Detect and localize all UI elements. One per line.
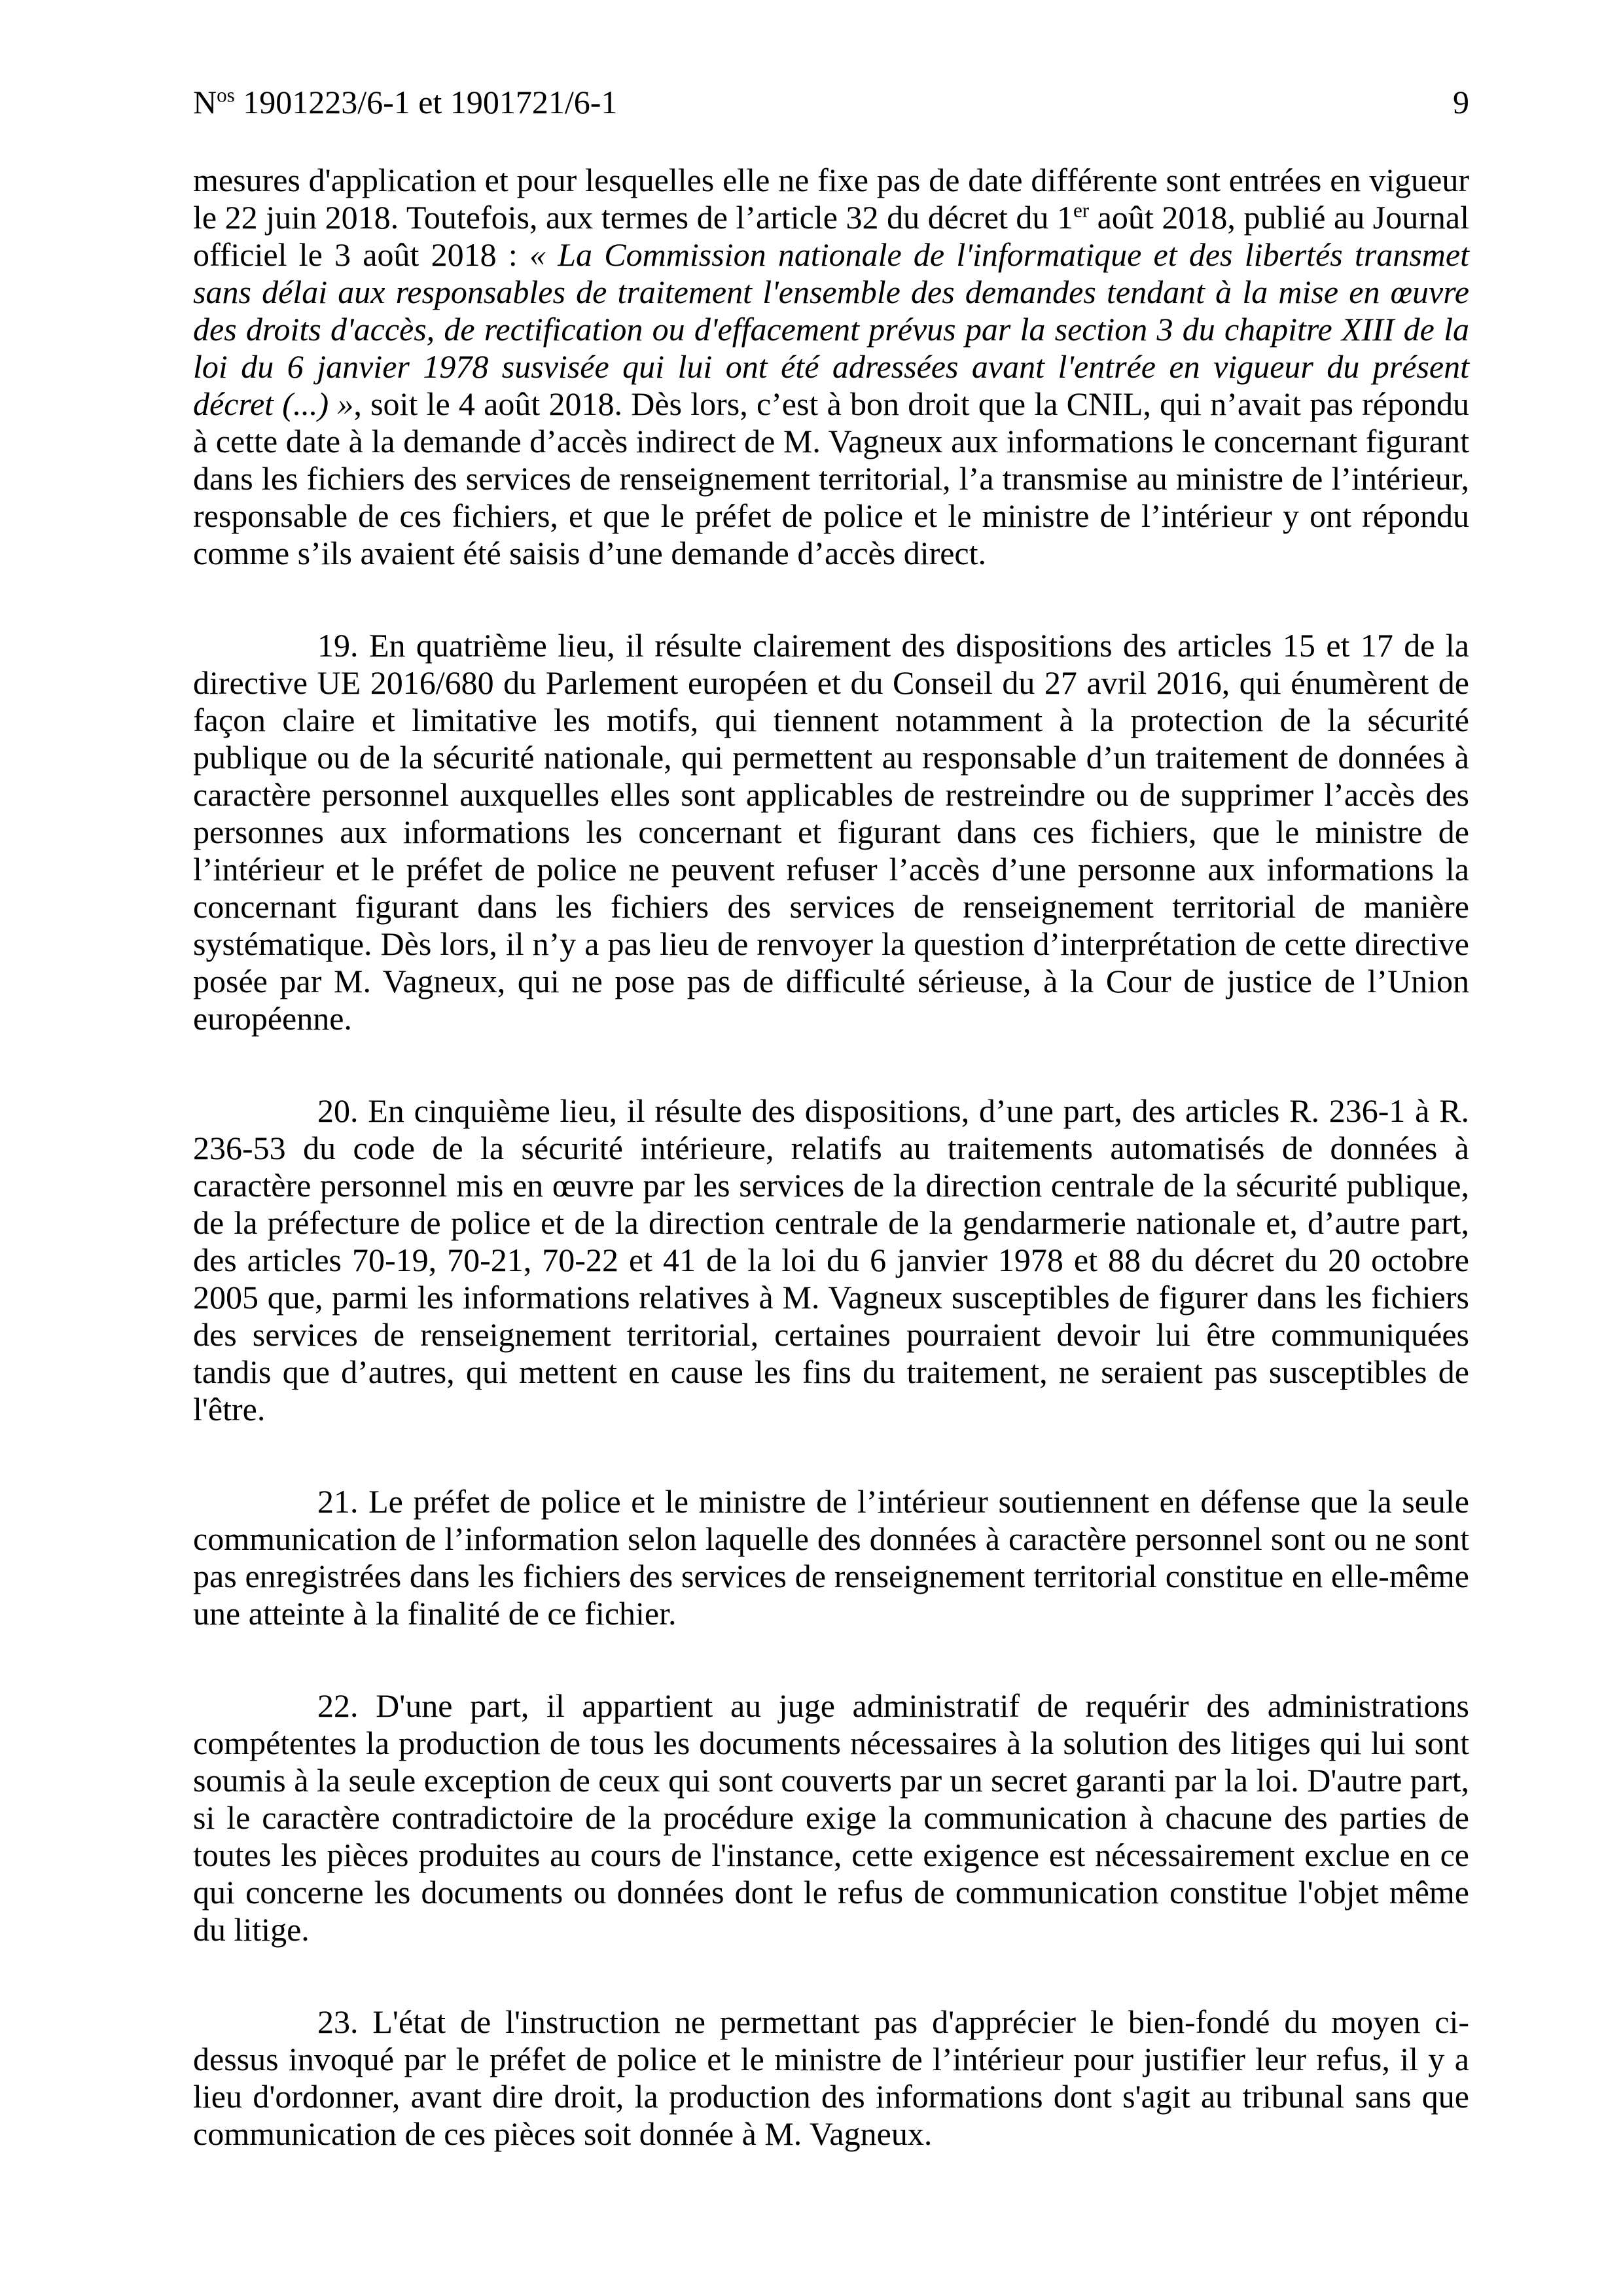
case-numbers-prefix: N: [193, 84, 217, 120]
intro-text-before-superscript: mesures d'application et pour lesquelles elle ne fixe pas de date différente sont entrées en vigueur le 22 juin 2018. Toutefois, aux termes de l’article 32 du décret du 1: [193, 162, 1469, 236]
paragraph-21: 21. Le préfet de police et le ministre de l’intérieur soutiennent en défense que la seule communication de l’information selon laquelle des données à caractère personnel sont ou ne sont pas enregistrées dans les fichiers des services de renseignement territorial constitue en elle-même une atteinte à la finalité de ce fichier.: [193, 1483, 1469, 1632]
page-number: 9: [1453, 84, 1469, 120]
case-numbers: [193, 84, 617, 121]
intro-text-after-superscript: août 2018, publié au Journal officiel le 3 août 2018 :: [193, 199, 1469, 273]
case-numbers-superscript: os: [217, 83, 235, 107]
case-numbers-rest: 1901223/6-1 et 1901721/6-1: [234, 84, 618, 120]
paragraph-20: 20. En cinquième lieu, il résulte des dispositions, d’une part, des articles R. 236-1 à R. 236-53 du code de la sécurité intérieure, relatifs au traitements automatisés de données à caractère personnel mis en œuvre par les services de la direction centrale de la sécurité publique, de la préfecture de police et de la direction centrale de la gendarmerie nationale et, d’autre part, des articles 70-19, 70-21, 70-22 et 41 de la loi du 6 janvier 1978 et 88 du décret du 20 octobre 2005 que, parmi les informations relatives à M. Vagneux susceptibles de figurer dans les fichiers des services de renseignement territorial, certaines pourraient devoir lui être communiquées tandis que d’autres, qui mettent en cause les fins du traitement, ne seraient pas susceptibles de l'être.: [193, 1092, 1469, 1427]
ordinal-superscript: er: [1073, 198, 1090, 222]
intro-text-after-quote: , soit le 4 août 2018. Dès lors, c’est à bon droit que la CNIL, qui n’avait pas répondu à cette date à la demande d’accès indirect de M. Vagneux aux informations le concernant figurant dans les fichiers des services de renseignement territorial, l’a transmise au ministre de l’intérieur, responsable de ces fichiers, et que le préfet de police et le ministre de l’intérieur y ont répondu comme s’ils avaient été saisis d’une demande d’accès direct.: [193, 386, 1469, 571]
page-header: [193, 84, 1469, 121]
paragraph-19: 19. En quatrième lieu, il résulte clairement des dispositions des articles 15 et 17 de la directive UE 2016/680 du Parlement européen et du Conseil du 27 avril 2016, qui énumèrent de façon claire et limitative les motifs, qui tiennent notamment à la protection de la sécurité publique ou de la sécurité nationale, qui permettent au responsable d’un traitement de données à caractère personnel auxquelles elles sont applicables de restreindre ou de supprimer l’accès des personnes aux informations les concernant et figurant dans ces fichiers, que le ministre de l’intérieur et le préfet de police ne peuvent refuser l’accès d’une personne aux informations la concernant figurant dans les fichiers des services de renseignement territorial de manière systématique. Dès lors, il n’y a pas lieu de renvoyer la question d’interprétation de cette directive posée par M. Vagneux, qui ne pose pas de difficulté sérieuse, à la Cour de justice de l’Union européenne.: [193, 627, 1469, 1037]
paragraph-22: 22. D'une part, il appartient au juge administratif de requérir des administrations compétentes la production de tous les documents nécessaires à la solution des litiges qui lui sont soumis à la seule exception de ceux qui sont couverts par un secret garanti par la loi. D'autre part, si le caractère contradictoire de la procédure exige la communication à chacune des parties de toutes les pièces produites au cours de l'instance, cette exigence est nécessairement exclue en ce qui concerne les documents ou données dont le refus de communication constitue l'objet même du litige.: [193, 1687, 1469, 1948]
quoted-decree-text: « La Commission nationale de l'informatique et des libertés transmet sans délai aux responsables de traitement l'ensemble des demandes tendant à la mise en œuvre des droits d'accès, de rectification ou d'effacement prévus par la section 3 du chapitre XIII de la loi du 6 janvier 1978 susvisée qui lui ont été adressées avant l'entrée en vigueur du présent décret (...) »: [193, 236, 1469, 422]
paragraph-23: 23. L'état de l'instruction ne permettant pas d'apprécier le bien-fondé du moyen ci-dessus invoqué par le préfet de police et le ministre de l’intérieur pour justifier leur refus, il y a lieu d'ordonner, avant dire droit, la production des informations dont s'agit au tribunal sans que communication de ces pièces soit donnée à M. Vagneux.: [193, 2003, 1469, 2152]
paragraph-intro: [193, 162, 1469, 572]
